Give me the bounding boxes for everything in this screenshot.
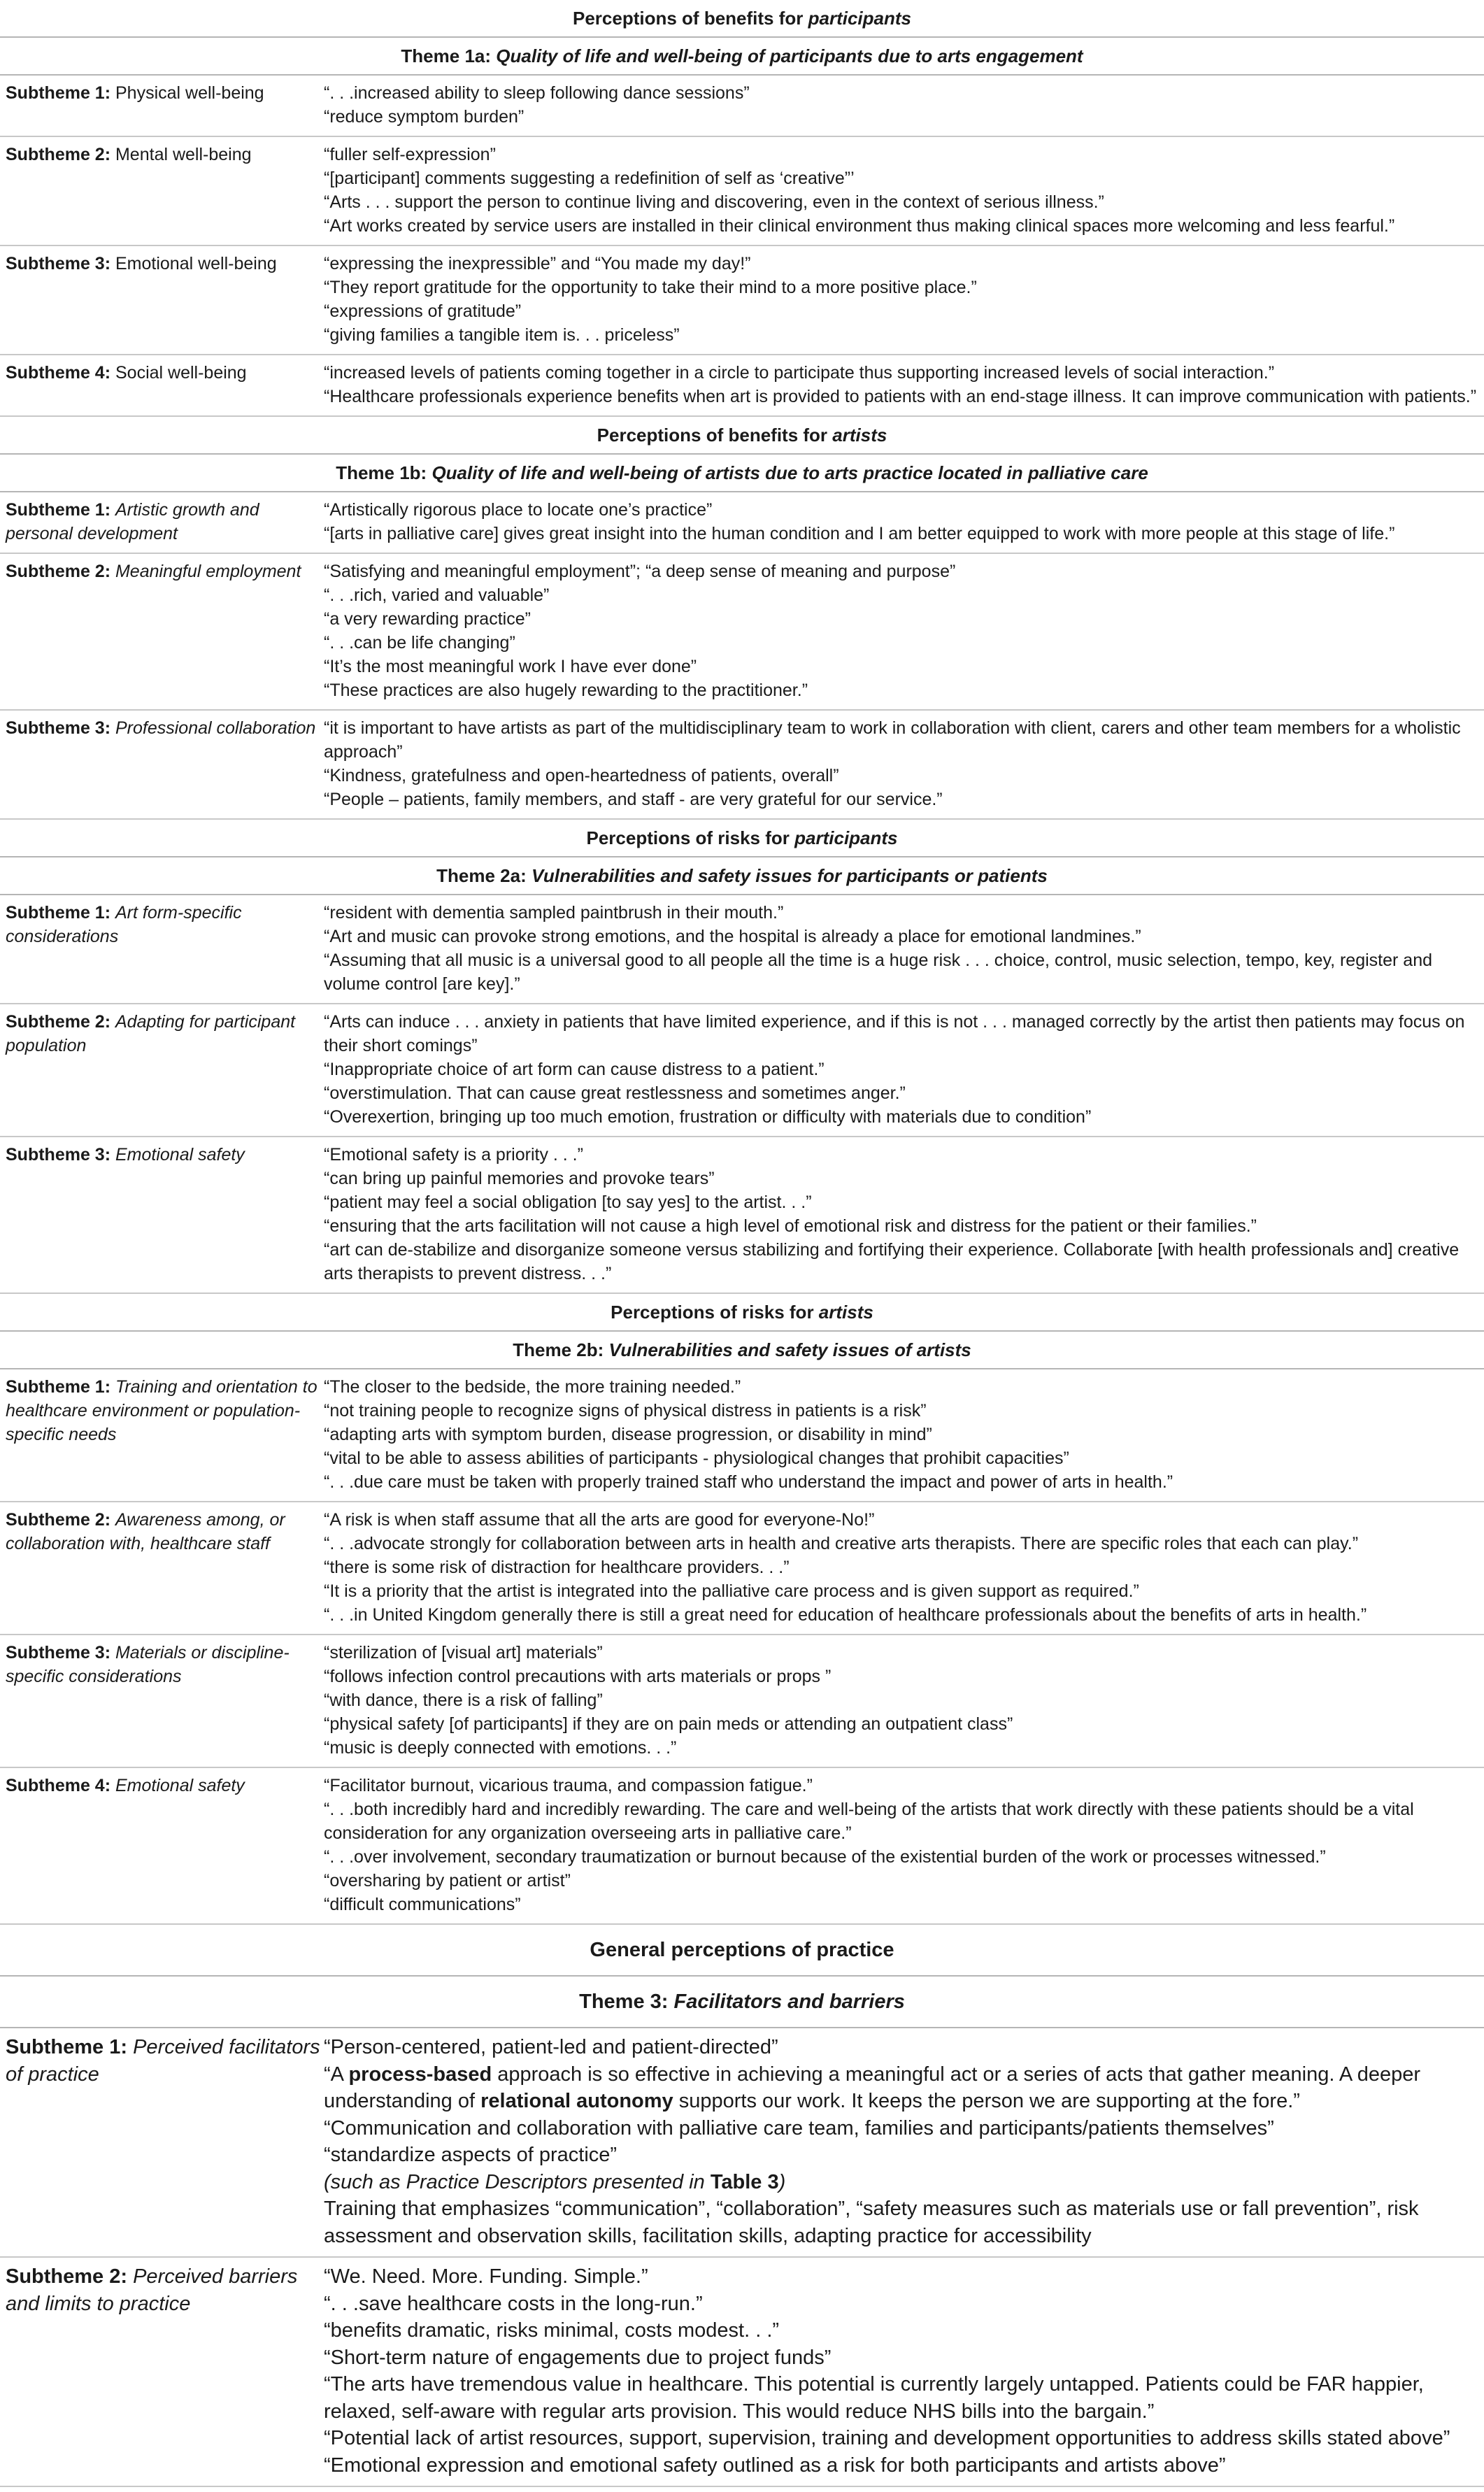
quote: “Healthcare professionals experience benefits when art is provided to patients with an end-stage illness. It can improve communication with patients.” bbox=[324, 387, 1477, 406]
subtheme-name: Materials or discipline-specific considerations bbox=[6, 1643, 290, 1686]
quote: “vital to be able to assess abilities of participants - physiological changes that prohibit capacities” bbox=[324, 1448, 1069, 1468]
subtheme-number: Subtheme 3: bbox=[6, 1643, 111, 1662]
quote-list bbox=[324, 1143, 1484, 1286]
quote: “expressing the inexpressible” and “You made my day!” bbox=[324, 254, 751, 273]
subtheme-number: Subtheme 4: bbox=[6, 1776, 111, 1795]
quote-list bbox=[324, 498, 1484, 546]
subtheme-number: Subtheme 2: bbox=[6, 1510, 111, 1530]
quote: “. . .rich, varied and valuable” bbox=[324, 585, 550, 605]
quote: “can bring up painful memories and provoke tears” bbox=[324, 1169, 715, 1188]
subtheme-row bbox=[0, 554, 1484, 711]
subtheme-row bbox=[0, 76, 1484, 137]
subtheme-label: Subtheme 1: Perceived facilitators of practice bbox=[6, 2036, 320, 2086]
subtheme-number: Subtheme 1: bbox=[6, 903, 111, 923]
subtheme-row bbox=[0, 1137, 1484, 1294]
quote: “Short-term nature of engagements due to project funds” bbox=[324, 2346, 832, 2369]
quote-list bbox=[324, 143, 1484, 238]
quote: “People – patients, family members, and staff - are very grateful for our service.” bbox=[324, 790, 943, 809]
theme-name: Quality of life and well-being of participants due to arts engagement bbox=[496, 45, 1083, 66]
quote: Training that emphasizes “communication”, “collaboration”, “safety measures such as materials use or fall prevention”, risk assessment and observation skills, facilitation skills, adapting practice for accessibility bbox=[324, 2198, 1419, 2247]
subtheme-label: Subtheme 2: Perceived barriers and limits to practice bbox=[6, 2265, 298, 2315]
subtheme-label bbox=[0, 143, 324, 238]
quote: “ensuring that the arts facilitation will not cause a high level of emotional risk and distress for the patient or their families.” bbox=[324, 1216, 1257, 1236]
quote: “Facilitator burnout, vicarious trauma, and compassion fatigue.” bbox=[324, 1776, 813, 1795]
quote: “adapting arts with symptom burden, disease progression, or disability in mind” bbox=[324, 1425, 932, 1444]
quote: “Kindness, gratefulness and open-heartedness of patients, overall” bbox=[324, 766, 839, 785]
theme-prefix: Theme 2a: bbox=[436, 865, 531, 886]
subtheme-number: Subtheme 1: bbox=[6, 500, 111, 520]
subtheme-row bbox=[0, 2258, 1484, 2487]
subtheme-label bbox=[0, 1143, 324, 1286]
subtheme-number: Subtheme 2: bbox=[6, 145, 111, 164]
quote: “Satisfying and meaningful employment”; “a deep sense of meaning and purpose” bbox=[324, 562, 956, 581]
quote: “Communication and collaboration with palliative care team, families and participants/patients themselves” bbox=[324, 2116, 1274, 2139]
subtheme-name: Physical well-being bbox=[115, 83, 264, 103]
subtheme-number: Subtheme 2: bbox=[6, 1012, 111, 1032]
quote: “The closer to the bedside, the more training needed.” bbox=[324, 1377, 741, 1397]
quote-list bbox=[324, 81, 1484, 129]
quote: “standardize aspects of practice” bbox=[324, 2144, 618, 2166]
subtheme-name: Adapting for participant population bbox=[6, 1012, 296, 1055]
quote-list bbox=[324, 2034, 1484, 2249]
subtheme-number: Subtheme 3: bbox=[6, 718, 111, 738]
theme-name: Quality of life and well-being of artists due to arts practice located in palliative care bbox=[431, 462, 1148, 483]
subtheme-label bbox=[0, 560, 324, 702]
subtheme-row bbox=[0, 246, 1484, 355]
subtheme-row bbox=[0, 2028, 1484, 2258]
subtheme-row bbox=[0, 137, 1484, 246]
table-reference-note: (such as Practice Descriptors presented in Table 3) bbox=[324, 2170, 786, 2193]
theme-prefix: Theme 1b: bbox=[336, 462, 432, 483]
subtheme-label bbox=[0, 901, 324, 996]
perception-title bbox=[0, 820, 1484, 857]
subtheme-row bbox=[0, 1004, 1484, 1137]
quote-list bbox=[324, 716, 1484, 811]
subtheme-name: Art form-specific considerations bbox=[6, 903, 242, 946]
subtheme-row bbox=[0, 355, 1484, 417]
quote: “Emotional safety is a priority . . .” bbox=[324, 1145, 583, 1165]
quote-list bbox=[324, 1508, 1484, 1627]
quote: “A process-based approach is so effective in achieving a meaningful act or a series of acts that gather meaning. A deeper understanding of relational autonomy supports our work. It keeps the person we are supporting at the fore.” bbox=[324, 2063, 1420, 2112]
subtheme-label bbox=[0, 361, 324, 408]
subtheme-name: Training and orientation to healthcare environment or population-specific needs bbox=[6, 1377, 318, 1444]
subtheme-row bbox=[0, 1768, 1484, 1925]
subtheme-name: Professional collaboration bbox=[115, 718, 316, 738]
quote: “Person-centered, patient-led and patient-directed” bbox=[324, 2036, 778, 2058]
subtheme-name: Emotional safety bbox=[115, 1776, 245, 1795]
quote: “there is some risk of distraction for healthcare providers. . .” bbox=[324, 1558, 790, 1577]
quote-list bbox=[324, 560, 1484, 702]
quote: “art can de-stabilize and disorganize someone versus stabilizing and fortifying their experience. Collaborate [with health professionals and] creative arts therapists to prevent distress. . .” bbox=[324, 1240, 1460, 1283]
quote: “fuller self-expression” bbox=[324, 145, 496, 164]
subtheme-number: Subtheme 1: bbox=[6, 83, 111, 103]
subtheme-name: Emotional well-being bbox=[115, 254, 277, 273]
quote: “giving families a tangible item is. . . priceless” bbox=[324, 325, 680, 345]
quote-list bbox=[324, 1010, 1484, 1129]
quote: “Art and music can provoke strong emotions, and the hospital is already a place for emotional landmines.” bbox=[324, 927, 1141, 946]
quote: “. . .advocate strongly for collaboration between arts in health and creative arts therapists. There are specific roles that each can play.” bbox=[324, 1534, 1359, 1553]
subtheme-label bbox=[0, 498, 324, 546]
quote: “with dance, there is a risk of falling” bbox=[324, 1690, 603, 1710]
quote: “Art works created by service users are installed in their clinical environment thus making clinical spaces more welcoming and less fearful.” bbox=[324, 216, 1395, 236]
subtheme-row bbox=[0, 895, 1484, 1004]
quote: “oversharing by patient or artist” bbox=[324, 1871, 571, 1891]
subtheme-row bbox=[0, 1502, 1484, 1635]
quote: “. . .due care must be taken with properly trained staff who understand the impact and power of arts in health.” bbox=[324, 1472, 1173, 1492]
quote: “It is a priority that the artist is integrated into the palliative care process and is given support as required.” bbox=[324, 1581, 1139, 1601]
perception-title bbox=[0, 417, 1484, 455]
quote: “[participant] comments suggesting a redefinition of self as ‘creative”’ bbox=[324, 169, 855, 188]
subtheme-number: Subtheme 2: bbox=[6, 562, 111, 581]
perception-target: artists bbox=[832, 425, 887, 446]
quote: “A risk is when staff assume that all the arts are good for everyone-No!” bbox=[324, 1510, 875, 1530]
quote: “These practices are also hugely rewarding to the practitioner.” bbox=[324, 681, 808, 700]
perception-title bbox=[0, 0, 1484, 38]
subtheme-number: Subtheme 4: bbox=[6, 363, 111, 383]
theme-title bbox=[0, 455, 1484, 492]
quote: “expressions of gratitude” bbox=[324, 301, 522, 321]
quote: “music is deeply connected with emotions. . .” bbox=[324, 1738, 677, 1758]
subtheme-label bbox=[0, 81, 324, 129]
subtheme-label bbox=[0, 1010, 324, 1129]
quote: “Artistically rigorous place to locate one’s practice” bbox=[324, 500, 713, 520]
subtheme-label bbox=[0, 1774, 324, 1916]
quote: “. . .in United Kingdom generally there is still a great need for education of healthcare professionals about the benefits of arts in health.” bbox=[324, 1605, 1367, 1625]
subtheme-number: Subtheme 1: bbox=[6, 1377, 111, 1397]
perception-target: artists bbox=[818, 1302, 873, 1323]
quote: “[arts in palliative care] gives great insight into the human condition and I am better equipped to work with more people at this stage of life.” bbox=[324, 524, 1395, 543]
quote: “Potential lack of artist resources, support, supervision, training and development opportunities to address skills stated above” bbox=[324, 2427, 1450, 2449]
quote: “not training people to recognize signs of physical distress in patients is a risk” bbox=[324, 1401, 927, 1421]
quote: “. . .over involvement, secondary traumatization or burnout because of the existential burden of the work or processes witnessed.” bbox=[324, 1847, 1326, 1867]
general-title: General perceptions of practice bbox=[0, 1925, 1484, 1977]
subtheme-row bbox=[0, 1369, 1484, 1502]
quote-list bbox=[324, 1641, 1484, 1760]
subtheme-row bbox=[0, 711, 1484, 820]
quote: “sterilization of [visual art] materials” bbox=[324, 1643, 603, 1662]
theme-name: Vulnerabilities and safety issues of artists bbox=[608, 1339, 971, 1360]
theme-3-title: Theme 3: Facilitators and barriers bbox=[0, 1977, 1484, 2028]
quote: “Emotional expression and emotional safety outlined as a risk for both participants and artists above” bbox=[324, 2454, 1226, 2477]
theme-title bbox=[0, 38, 1484, 76]
subtheme-label bbox=[0, 716, 324, 811]
quote: “. . .both incredibly hard and incredibly rewarding. The care and well-being of the artists that work directly with these patients should be a vital consideration for any organization overseeing arts in palliative care.” bbox=[324, 1800, 1414, 1843]
quote: “. . .can be life changing” bbox=[324, 633, 515, 653]
quote: “physical safety [of participants] if they are on pain meds or attending an outpatient class” bbox=[324, 1714, 1013, 1734]
quote-list bbox=[324, 252, 1484, 347]
subtheme-name: Mental well-being bbox=[115, 145, 252, 164]
quote: “reduce symptom burden” bbox=[324, 107, 525, 127]
subtheme-name: Awareness among, or collaboration with, healthcare staff bbox=[6, 1510, 285, 1553]
subtheme-label bbox=[0, 1375, 324, 1494]
subtheme-label bbox=[0, 252, 324, 347]
quote: “Inappropriate choice of art form can cause distress to a patient.” bbox=[324, 1060, 825, 1079]
subtheme-number: Subtheme 3: bbox=[6, 1145, 111, 1165]
quote: “The arts have tremendous value in healthcare. This potential is currently largely untapped. Patients could be FAR happier, relaxed, self-aware with regular arts provision. This would reduce NHS bills into the bargain.” bbox=[324, 2373, 1424, 2423]
subtheme-label bbox=[0, 1641, 324, 1760]
perception-title bbox=[0, 1294, 1484, 1332]
subtheme-number: Subtheme 3: bbox=[6, 254, 111, 273]
quote: “We. Need. More. Funding. Simple.” bbox=[324, 2265, 648, 2288]
theme-title bbox=[0, 1332, 1484, 1369]
quote: “They report gratitude for the opportunity to take their mind to a more positive place.” bbox=[324, 278, 977, 297]
quote: “a very rewarding practice” bbox=[324, 609, 531, 629]
subtheme-name: Meaningful employment bbox=[115, 562, 301, 581]
quote: “benefits dramatic, risks minimal, costs modest. . .” bbox=[324, 2319, 780, 2342]
quote: “overstimulation. That can cause great restlessness and sometimes anger.” bbox=[324, 1083, 906, 1103]
subtheme-row bbox=[0, 1635, 1484, 1768]
perception-prefix: Perceptions of risks for bbox=[611, 1302, 819, 1323]
quote-list bbox=[324, 2263, 1484, 2479]
general-section bbox=[0, 1925, 1484, 2487]
quote: “Overexertion, bringing up too much emotion, frustration or difficulty with materials due to condition” bbox=[324, 1107, 1092, 1127]
quote: “Arts can induce . . . anxiety in patients that have limited experience, and if this is not . . . managed correctly by the artist then patients may focus on their short comings” bbox=[324, 1012, 1465, 1055]
quote: “difficult communications” bbox=[324, 1895, 521, 1914]
quote: “follows infection control precautions with arts materials or props ” bbox=[324, 1667, 832, 1686]
theme-title bbox=[0, 857, 1484, 895]
theme-name: Vulnerabilities and safety issues for participants or patients bbox=[531, 865, 1048, 886]
perception-prefix: Perceptions of benefits for bbox=[597, 425, 833, 446]
quote-list bbox=[324, 901, 1484, 996]
subtheme-label bbox=[0, 1508, 324, 1627]
quote-list bbox=[324, 1375, 1484, 1494]
quote: “patient may feel a social obligation [to say yes] to the artist. . .” bbox=[324, 1192, 812, 1212]
subtheme-name: Social well-being bbox=[115, 363, 247, 383]
perception-prefix: Perceptions of risks for bbox=[586, 827, 795, 848]
theme-prefix: Theme 2b: bbox=[513, 1339, 609, 1360]
quote: “increased levels of patients coming together in a circle to participate thus supporting increased levels of social interaction.” bbox=[324, 363, 1275, 383]
quote: “Arts . . . support the person to continue living and discovering, even in the context of serious illness.” bbox=[324, 192, 1104, 212]
quote: “It’s the most meaningful work I have ever done” bbox=[324, 657, 697, 676]
quote-list bbox=[324, 1774, 1484, 1916]
perception-target: participants bbox=[808, 8, 911, 29]
perception-prefix: Perceptions of benefits for bbox=[573, 8, 808, 29]
perception-target: participants bbox=[794, 827, 898, 848]
quote: “. . .increased ability to sleep following dance sessions” bbox=[324, 83, 750, 103]
theme-prefix: Theme 1a: bbox=[401, 45, 497, 66]
quote: “. . .save healthcare costs in the long-run.” bbox=[324, 2292, 703, 2315]
quote-list bbox=[324, 361, 1484, 408]
quote: “Assuming that all music is a universal good to all people all the time is a huge risk . . . choice, control, music selection, tempo, key, register and volume control [are key].” bbox=[324, 950, 1432, 994]
subtheme-name: Artistic growth and personal development bbox=[6, 500, 259, 543]
subtheme-row bbox=[0, 492, 1484, 554]
quote: “resident with dementia sampled paintbrush in their mouth.” bbox=[324, 903, 784, 923]
quote: “it is important to have artists as part of the multidisciplinary team to work in collaboration with client, carers and other team members for a wholistic approach” bbox=[324, 718, 1461, 762]
subtheme-name: Emotional safety bbox=[115, 1145, 245, 1165]
